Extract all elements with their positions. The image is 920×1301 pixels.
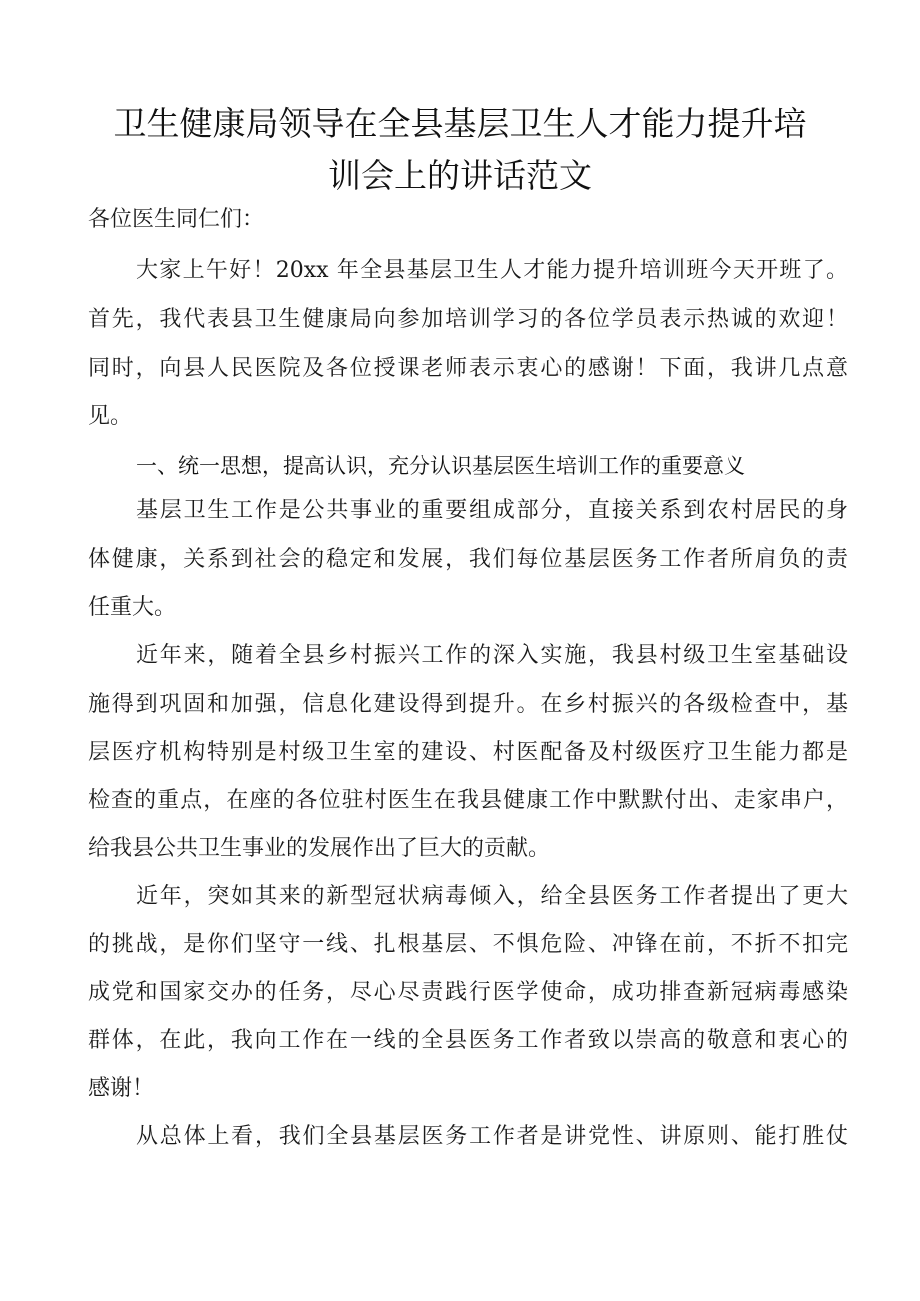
paragraph-3-line-2: 施得到巩固和加强，信息化建设得到提升。在乡村振兴的各级检查中，基 <box>88 692 848 717</box>
paragraph-3-line-5: 给我县公共卫生事业的发展作出了巨大的贡献。 <box>88 836 551 861</box>
paragraph-5-line-1: 从总体上看，我们全县基层医务工作者是讲党性、讲原则、能打胜仗 <box>136 1124 848 1149</box>
section-1-heading: 一、统一思想，提高认识，充分认识基层医生培训工作的重要意义 <box>136 454 745 478</box>
paragraph-4-line-3: 成党和国家交办的任务，尽心尽责践行医学使命，成功排查新冠病毒感染 <box>88 980 848 1005</box>
paragraph-4-line-1: 近年，突如其来的新型冠状病毒倾入，给全县医务工作者提出了更大 <box>136 884 848 909</box>
paragraph-2-line-1: 基层卫生工作是公共事业的重要组成部分，直接关系到农村居民的身 <box>136 498 848 523</box>
paragraph-3-line-4: 检查的重点，在座的各位驻村医生在我县健康工作中默默付出、走家串户， <box>88 788 848 813</box>
paragraph-1-line-2: 首先，我代表县卫生健康局向参加培训学习的各位学员表示热诚的欢迎！ <box>88 307 848 332</box>
paragraph-4-line-2: 的挑战，是你们坚守一线、扎根基层、不惧危险、冲锋在前，不折不扣完 <box>88 932 848 957</box>
paragraph-1-line-4: 见。 <box>88 404 133 429</box>
paragraph-4-line-5: 感谢！ <box>88 1076 155 1101</box>
paragraph-2-line-3: 任重大。 <box>88 595 177 620</box>
paragraph-1-line-1: 大家上午好！20xx 年全县基层卫生人才能力提升培训班今天开班了。 <box>136 258 848 283</box>
paragraph-3-line-3: 层医疗机构特别是村级卫生室的建设、村医配备及村级医疗卫生能力都是 <box>88 740 848 765</box>
paragraph-1-line-3: 同时，向县人民医院及各位授课老师表示衷心的感谢！下面，我讲几点意 <box>88 356 848 381</box>
paragraph-4-line-4: 群体，在此，我向工作在一线的全县医务工作者致以崇高的敬意和衷心的 <box>88 1028 848 1053</box>
paragraph-3-line-1: 近年来，随着全县乡村振兴工作的深入实施，我县村级卫生室基础设 <box>136 643 848 668</box>
document-title-line-1: 卫生健康局领导在全县基层卫生人才能力提升培 <box>113 104 807 143</box>
document-title-line-2: 训会上的讲话范文 <box>328 156 592 195</box>
salutation: 各位医生同仁们： <box>88 207 265 232</box>
paragraph-2-line-2: 体健康，关系到社会的稳定和发展，我们每位基层医务工作者所肩负的责 <box>88 547 848 572</box>
